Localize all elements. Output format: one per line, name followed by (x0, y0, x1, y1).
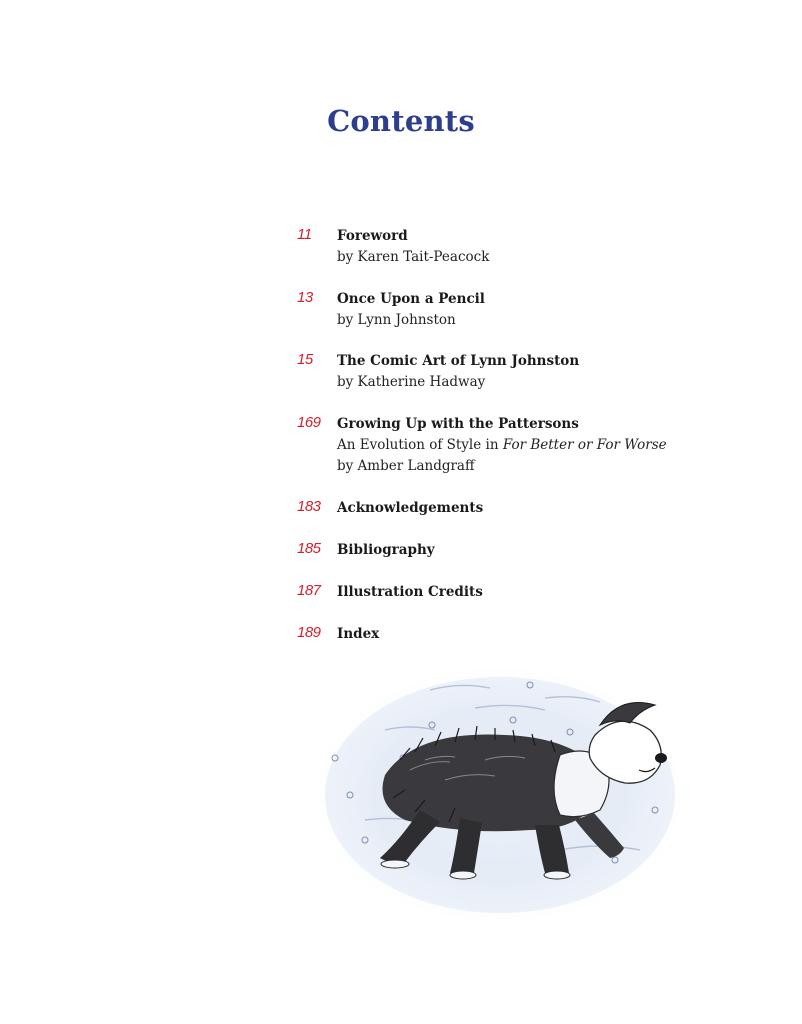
toc-page-number: 169 (297, 414, 321, 431)
toc-subtitle-text: An Evolution of Style in (337, 437, 503, 453)
toc-page-number: 185 (297, 540, 321, 557)
toc-subtitle-italic: For Better or For Worse (502, 437, 667, 453)
toc-title: Illustration Credits (337, 584, 483, 600)
toc-page-number: 15 (297, 351, 313, 368)
toc-page-number: 183 (297, 498, 321, 515)
toc-title: Once Upon a Pencil (337, 291, 485, 307)
toc-page-number: 189 (297, 624, 321, 641)
toc-subtitle (337, 435, 717, 456)
toc-title: Acknowledgements (337, 500, 484, 516)
toc-page-number: 13 (297, 289, 313, 306)
toc-author: by Amber Landgraff (337, 458, 475, 474)
toc-author: by Karen Tait-Peacock (337, 249, 490, 265)
toc-page-number: 187 (297, 582, 321, 599)
toc-title: Index (337, 626, 380, 642)
toc-title: The Comic Art of Lynn Johnston (337, 353, 580, 369)
toc-title: Growing Up with the Pattersons (337, 416, 579, 432)
toc-author: by Lynn Johnston (337, 312, 456, 328)
toc-title: Foreword (337, 228, 408, 244)
sheepdog-in-snow-illustration (305, 660, 695, 930)
toc-title: Bibliography (337, 542, 435, 558)
toc-author: by Katherine Hadway (337, 374, 486, 390)
page-title: Contents (327, 104, 475, 138)
toc-page-number: 11 (297, 226, 312, 243)
